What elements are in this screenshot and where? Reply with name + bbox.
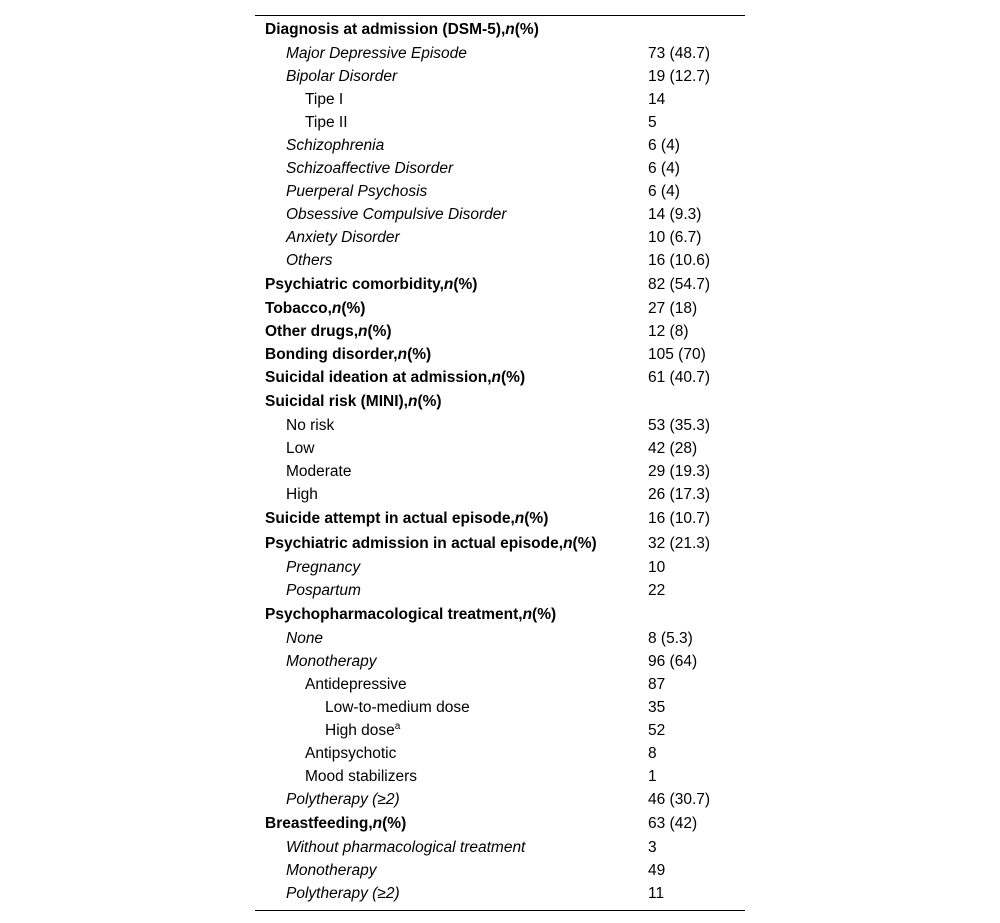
table-row	[255, 320, 745, 343]
row-value: 27 (18)	[648, 300, 698, 317]
row-label: Polytherapy (≥2)	[286, 791, 400, 808]
table-row	[255, 811, 745, 836]
data-table	[255, 15, 745, 911]
row-value: 12 (8)	[648, 323, 689, 340]
row-label: Antidepressive	[305, 676, 407, 693]
row-value: 73 (48.7)	[648, 45, 711, 62]
row-value: 87	[648, 676, 666, 693]
table-row	[255, 203, 745, 226]
row-value: 14	[648, 91, 666, 108]
row-label: Schizophrenia	[286, 137, 385, 154]
table-row	[255, 882, 745, 905]
row-label: Psychiatric comorbidity,n(%)	[265, 276, 478, 293]
table-row	[255, 627, 745, 650]
row-value: 16 (10.7)	[648, 510, 711, 527]
row-label: Puerperal Psychosis	[286, 183, 428, 200]
row-label: Low	[286, 440, 315, 457]
row-label: Breastfeeding,n(%)	[265, 815, 407, 832]
row-label: Antipsychotic	[305, 745, 397, 762]
table-row	[255, 765, 745, 788]
table-row	[255, 859, 745, 882]
row-label: High dose$^a$	[325, 721, 401, 739]
table-row	[255, 414, 745, 437]
row-label: Others	[286, 252, 333, 269]
table-row	[255, 157, 745, 180]
row-value: 5	[648, 114, 657, 131]
footnote-marker: a	[394, 721, 401, 732]
row-label: Tipe I	[305, 91, 344, 108]
table-row	[255, 272, 745, 297]
table-row	[255, 460, 745, 483]
table-row	[255, 366, 745, 389]
table-row	[255, 249, 745, 272]
table-row	[255, 531, 745, 556]
table-row	[255, 788, 745, 811]
table-row	[255, 579, 745, 602]
table-row	[255, 343, 745, 366]
table-row	[255, 389, 745, 414]
row-value: 10	[648, 559, 666, 576]
row-value: 63 (42)	[648, 815, 698, 832]
row-label: Suicidal ideation at admission,n(%)	[265, 369, 526, 386]
row-label: Psychopharmacological treatment,n(%)	[265, 606, 557, 623]
row-label: Pospartum	[286, 582, 361, 599]
table-row	[255, 65, 745, 88]
table-row	[255, 483, 745, 506]
row-label: Moderate	[286, 463, 352, 480]
row-label: Suicidal risk (MINI),n(%)	[265, 393, 442, 410]
table-row	[255, 650, 745, 673]
table-row	[255, 836, 745, 859]
row-value: 16 (10.6)	[648, 252, 711, 269]
table-row	[255, 42, 745, 65]
table-row	[255, 226, 745, 249]
row-value: 35	[648, 699, 666, 716]
row-label: Polytherapy (≥2)	[286, 885, 400, 902]
table-row	[255, 719, 745, 742]
row-label: None	[286, 630, 324, 647]
row-value: 22	[648, 582, 666, 599]
row-value: 3	[648, 839, 657, 856]
table-row	[255, 134, 745, 157]
row-value: 42 (28)	[648, 440, 698, 457]
row-value: 11	[648, 885, 665, 902]
table-row	[255, 297, 745, 320]
row-label: Low-to-medium dose	[325, 699, 470, 716]
row-label: Suicide attempt in actual episode,n(%)	[265, 510, 549, 527]
row-value: 19 (12.7)	[648, 68, 711, 85]
row-value: 61 (40.7)	[648, 369, 711, 386]
row-label: Without pharmacological treatment	[286, 839, 526, 856]
row-value: 32 (21.3)	[648, 535, 711, 552]
row-label: Diagnosis at admission (DSM-5),n(%)	[265, 21, 539, 38]
table-row	[255, 17, 745, 42]
row-value: 46 (30.7)	[648, 791, 711, 808]
table-row	[255, 180, 745, 203]
table-row	[255, 437, 745, 460]
table-row	[255, 556, 745, 579]
row-value: 53 (35.3)	[648, 417, 711, 434]
row-value: 1	[648, 768, 657, 785]
row-label: Bipolar Disorder	[286, 68, 398, 85]
row-label: High	[286, 486, 318, 503]
row-value: 8	[648, 745, 657, 762]
row-value: 6 (4)	[648, 137, 680, 154]
row-value: 8 (5.3)	[648, 630, 693, 647]
row-value: 105 (70)	[648, 346, 706, 363]
row-label: Other drugs,n(%)	[265, 323, 392, 340]
row-value: 6 (4)	[648, 183, 680, 200]
row-value: 29 (19.3)	[648, 463, 711, 480]
row-label: No risk	[286, 417, 335, 434]
row-value: 49	[648, 862, 666, 879]
row-label: Major Depressive Episode	[286, 45, 467, 62]
row-label: Tipe II	[305, 114, 348, 131]
row-label: Monotherapy	[286, 862, 377, 879]
row-label: Tobacco,n(%)	[265, 300, 366, 317]
row-label: Pregnancy	[286, 559, 361, 576]
table-row	[255, 88, 745, 111]
row-label: Psychiatric admission in actual episode,n(%)	[265, 535, 597, 552]
row-label: Schizoaffective Disorder	[286, 160, 454, 177]
table-row	[255, 673, 745, 696]
table-row	[255, 696, 745, 719]
row-label: Monotherapy	[286, 653, 377, 670]
table-row	[255, 742, 745, 765]
table-row	[255, 602, 745, 627]
row-label: Obsessive Compulsive Disorder	[286, 206, 507, 223]
row-value: 10 (6.7)	[648, 229, 702, 246]
row-value: 14 (9.3)	[648, 206, 702, 223]
table-row	[255, 111, 745, 134]
row-label: Anxiety Disorder	[286, 229, 400, 246]
row-value: 52	[648, 722, 666, 739]
row-value: 82 (54.7)	[648, 276, 711, 293]
row-value: 96 (64)	[648, 653, 698, 670]
row-label: Mood stabilizers	[305, 768, 417, 785]
row-value: 6 (4)	[648, 160, 680, 177]
table-row	[255, 506, 745, 531]
row-value: 26 (17.3)	[648, 486, 711, 503]
row-label: Bonding disorder,n(%)	[265, 346, 432, 363]
